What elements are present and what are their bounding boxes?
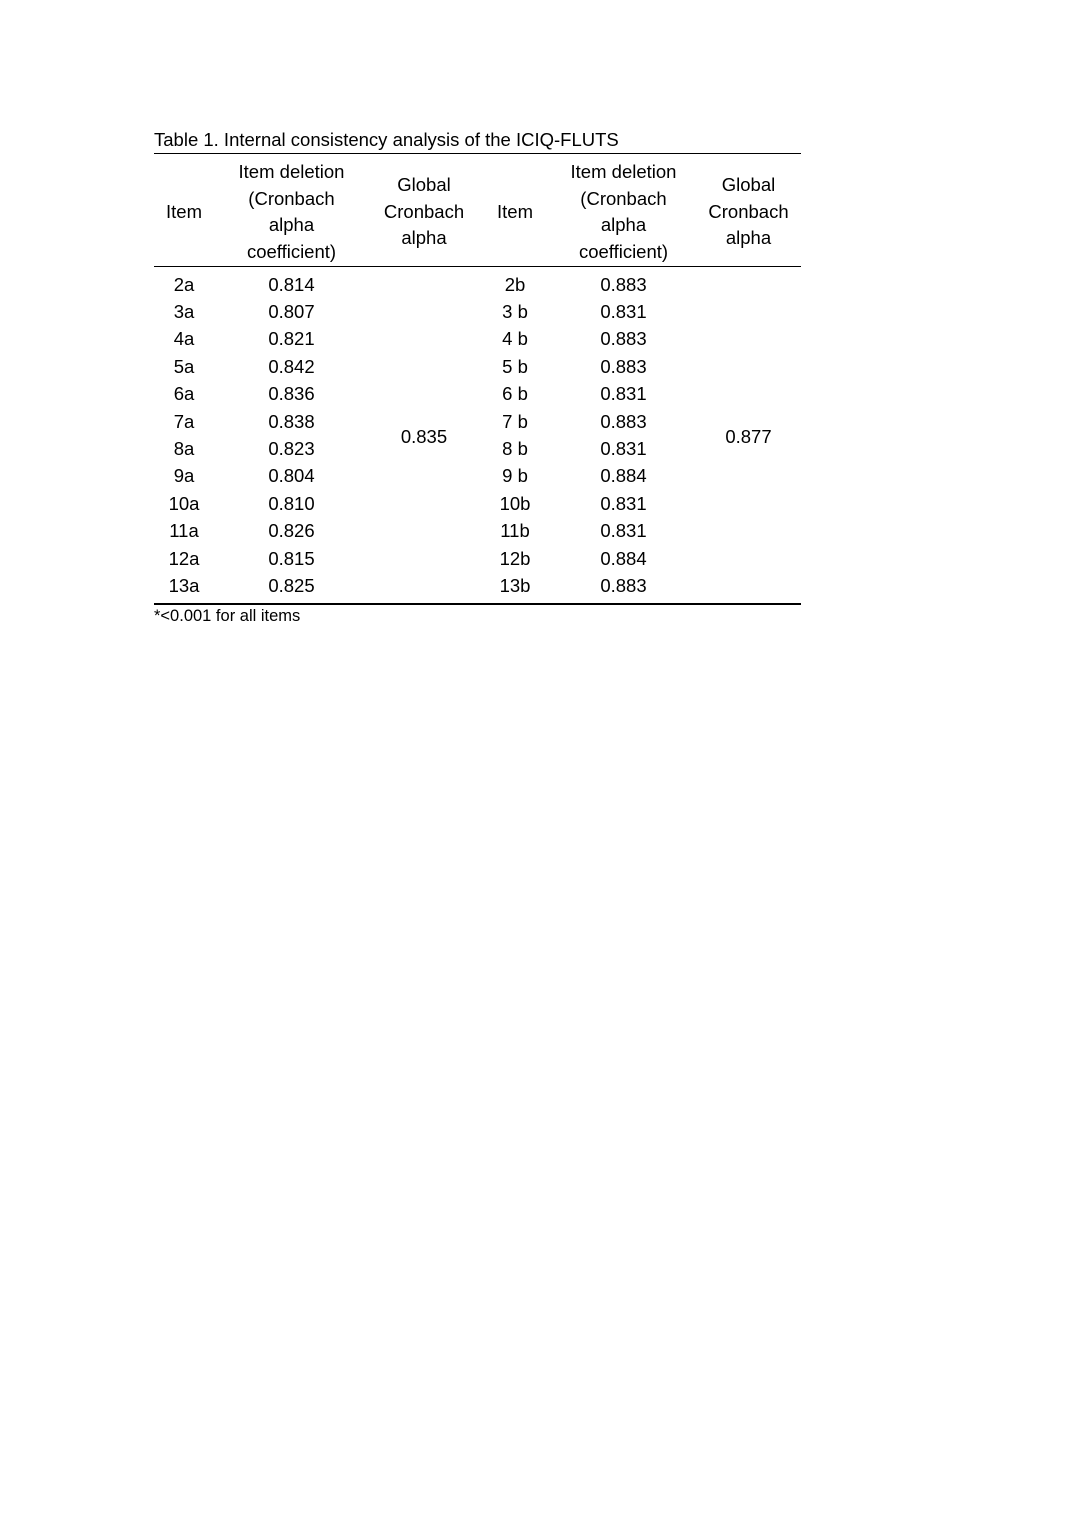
table-row	[154, 267, 801, 299]
table-body	[154, 267, 801, 604]
header-global-a-line: Global	[397, 174, 451, 196]
item-b-cell: 13b	[499, 574, 531, 596]
item-b-cell: 6 b	[502, 383, 528, 405]
item-b-cell: 8 b	[502, 438, 528, 460]
item-b-cell: 12b	[499, 547, 531, 569]
header-global-b-line: Global	[721, 174, 776, 196]
item-a-cell: 11a	[169, 520, 199, 542]
header-global-a	[369, 154, 479, 267]
item-b-cell: 11b	[500, 520, 530, 542]
item-a-cell: 13a	[168, 574, 200, 596]
item-b-cell: 3 b	[502, 301, 528, 323]
item-a-cell: 9a	[173, 465, 195, 487]
item-b-cell: 5 b	[502, 355, 528, 377]
deletion-a-cell: 0.807	[268, 301, 315, 323]
item-a-cell: 8a	[173, 438, 195, 460]
deletion-b-cell: 0.831	[600, 438, 647, 460]
deletion-a-cell: 0.842	[268, 355, 315, 377]
deletion-a-cell: 0.810	[268, 492, 315, 514]
deletion-a-cell: 0.826	[268, 520, 315, 542]
global-b-value: 0.877	[725, 425, 772, 447]
item-a-cell: 12a	[168, 547, 200, 569]
header-global-b-line: alpha	[725, 227, 772, 249]
item-b-cell: 9 b	[502, 465, 528, 487]
header-deletion-b	[551, 154, 696, 267]
header-global-a-line: Cronbach	[383, 200, 465, 222]
header-row	[154, 154, 801, 267]
deletion-a-cell: 0.821	[268, 328, 315, 350]
table-caption: Table 1. Internal consistency analysis of the ICIQ-FLUTS	[154, 129, 619, 150]
deletion-b-cell: 0.831	[600, 301, 647, 323]
deletion-a-cell: 0.804	[268, 465, 315, 487]
item-a-cell: 2a	[173, 273, 195, 295]
header-deletion-a-line: Item deletion	[238, 161, 345, 182]
deletion-b-cell: 0.883	[600, 410, 647, 432]
deletion-b-cell: 0.883	[600, 574, 647, 596]
item-a-cell: 3a	[173, 301, 195, 323]
global-a-value: 0.835	[400, 425, 448, 447]
header-item-b: Item	[497, 200, 533, 222]
header-deletion-b-line: coefficient)	[578, 240, 669, 262]
header-deletion-a-line: alpha	[268, 214, 315, 235]
deletion-b-cell: 0.883	[600, 355, 647, 377]
item-b-cell: 7 b	[502, 410, 528, 432]
header-deletion-a-line: (Cronbach	[248, 187, 335, 209]
header-global-b-line: Cronbach	[708, 200, 789, 222]
item-a-cell: 10a	[168, 492, 200, 514]
header-deletion-a-line: coefficient)	[246, 240, 337, 262]
table-container	[154, 127, 801, 627]
item-a-cell: 4a	[173, 328, 195, 350]
item-a-cell: 7a	[173, 410, 195, 432]
deletion-a-cell: 0.825	[268, 574, 315, 596]
deletion-a-cell: 0.815	[268, 547, 315, 569]
item-a-cell: 5a	[173, 355, 195, 377]
header-deletion-a	[214, 154, 369, 267]
deletion-a-cell: 0.836	[268, 383, 315, 405]
table-footnote: *<0.001 for all items	[154, 606, 301, 625]
header-item-a: Item	[166, 200, 202, 222]
deletion-b-cell: 0.884	[600, 547, 647, 569]
deletion-b-cell: 0.884	[600, 465, 647, 487]
deletion-b-cell: 0.883	[600, 328, 647, 350]
deletion-a-cell: 0.814	[268, 273, 315, 295]
header-global-b	[696, 154, 801, 267]
deletion-a-cell: 0.823	[268, 438, 315, 460]
item-b-cell: 10b	[499, 492, 531, 514]
item-a-cell: 6a	[173, 383, 195, 405]
table-header	[154, 154, 801, 267]
consistency-table	[154, 153, 801, 605]
item-b-cell: 2b	[504, 273, 526, 295]
header-global-a-line: alpha	[401, 227, 447, 249]
deletion-b-cell: 0.831	[600, 383, 647, 405]
deletion-b-cell: 0.831	[600, 492, 647, 514]
deletion-b-cell: 0.831	[600, 520, 647, 542]
header-deletion-b-line: (Cronbach	[580, 187, 667, 209]
deletion-a-cell: 0.838	[268, 410, 315, 432]
item-b-cell: 4 b	[502, 328, 528, 350]
deletion-b-cell: 0.883	[600, 273, 647, 295]
header-deletion-b-line: Item deletion	[570, 161, 677, 182]
header-deletion-b-line: alpha	[600, 214, 647, 235]
